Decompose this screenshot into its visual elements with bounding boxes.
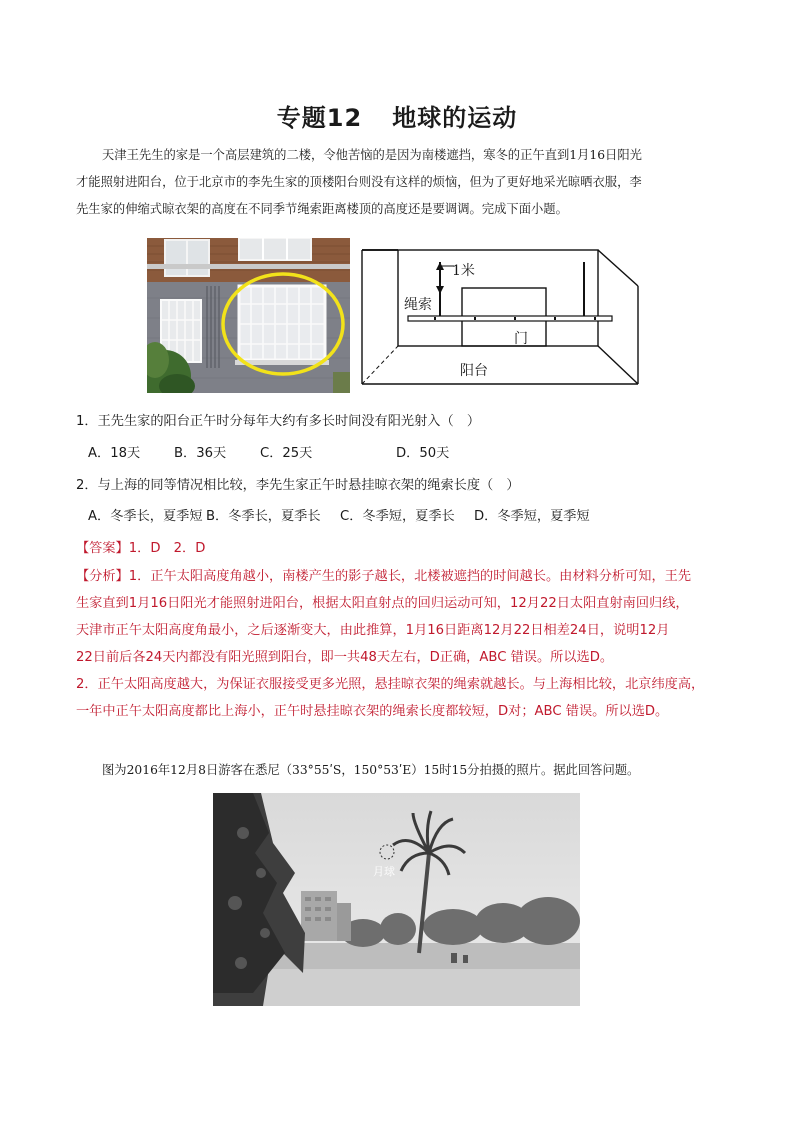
page-title xyxy=(0,98,794,133)
analysis-p2-line-1: 2．正午太阳高度越大，为保证衣服接受更多光照，悬挂晾衣架的绳索就越长。与上海相比较，北京纬度高， xyxy=(76,677,705,692)
intro-line-3: 先生家的伸缩式晾衣架的高度在不同季节绳索距离楼顶的高度还是要调调。完成下面小题。 xyxy=(76,202,568,216)
analysis-p1-line-2: 生家直到1月16日阳光才能照射进阳台，根据太阳直射点的回归运动可知，12月22日太阳直射南回归线， xyxy=(76,596,689,611)
sydney-moon-photo xyxy=(213,793,580,1006)
q1-option-c: C．25天 xyxy=(260,446,313,461)
title-topic-name: 地球的运动 xyxy=(392,104,518,132)
title-topic-number: 专题12 xyxy=(276,104,363,132)
question-1-options xyxy=(88,442,449,461)
q1-option-a: A．18天 xyxy=(88,446,141,461)
q1-option-d: D．50天 xyxy=(396,446,450,461)
diagram-label-door: 门 xyxy=(514,331,528,347)
diagram-label-balcony: 阳台 xyxy=(460,363,488,379)
intro-line-1: 天津王先生的家是一个高层建筑的二楼，令他苦恼的是因为南楼遮挡，寒冬的正午直到1月16日阳光 xyxy=(102,148,642,162)
q2-option-d: D．冬季短，夏季短 xyxy=(474,509,590,524)
analysis-block xyxy=(76,563,726,725)
balcony-diagram xyxy=(358,240,640,386)
question-2: 2．与上海的同等情况相比较，李先生家正午时悬挂晾衣架的绳索长度（ ） xyxy=(76,478,520,493)
question-1: 1．王先生家的阳台正午时分每年大约有多长时间没有阳光射入（ ） xyxy=(76,414,481,429)
intro-line-2: 才能照射进阳台，位于北京市的李先生家的顶楼阳台则没有这样的烦恼，但为了更好地采光晾晒衣服，李 xyxy=(76,175,642,189)
answer-line xyxy=(76,537,205,556)
intro-paragraph xyxy=(76,142,728,223)
photo-caption: 图为2016年12月8日游客在悉尼（33°55ʹS，150°53ʹE）15时15分拍摄的照片。据此回答问题。 xyxy=(102,763,640,777)
answer-text: 1．D 2．D xyxy=(128,541,206,556)
q2-option-c: C．冬季短，夏季长 xyxy=(340,509,455,524)
analysis-p1-line-1: 1．正午太阳高度角越小，南楼产生的影子越长，北楼被遮挡的时间越长。由材料分析可知，王先 xyxy=(128,569,692,584)
q1-option-b: B．36天 xyxy=(174,446,227,461)
q2-option-a: A．冬季长，夏季短 xyxy=(88,509,203,524)
balcony-photo xyxy=(147,238,350,393)
question-2-options xyxy=(88,505,590,524)
moon-label: 月球 xyxy=(373,865,395,878)
analysis-p2-line-2: 一年中正午太阳高度都比上海小，正午时悬挂晾衣架的绳索长度都较短，D对；ABC 错误。所以选D。 xyxy=(76,704,669,719)
analysis-p1-line-3: 天津市正午太阳高度角最小，之后逐渐变大，由此推算，1月16日距离12月22日相差24日，说明12月 xyxy=(76,623,670,638)
analysis-p1-line-4: 22日前后各24天内都没有阳光照到阳台，即一共48天左右，D正确，ABC 错误。所以选D。 xyxy=(76,650,614,665)
diagram-label-rope: 绳索 xyxy=(404,297,432,313)
analysis-label: 【分析】 xyxy=(76,569,129,584)
q2-option-b: B．冬季长，夏季长 xyxy=(206,509,321,524)
answer-label: 【答案】 xyxy=(76,541,129,556)
diagram-label-1m: 1米 xyxy=(452,263,475,279)
